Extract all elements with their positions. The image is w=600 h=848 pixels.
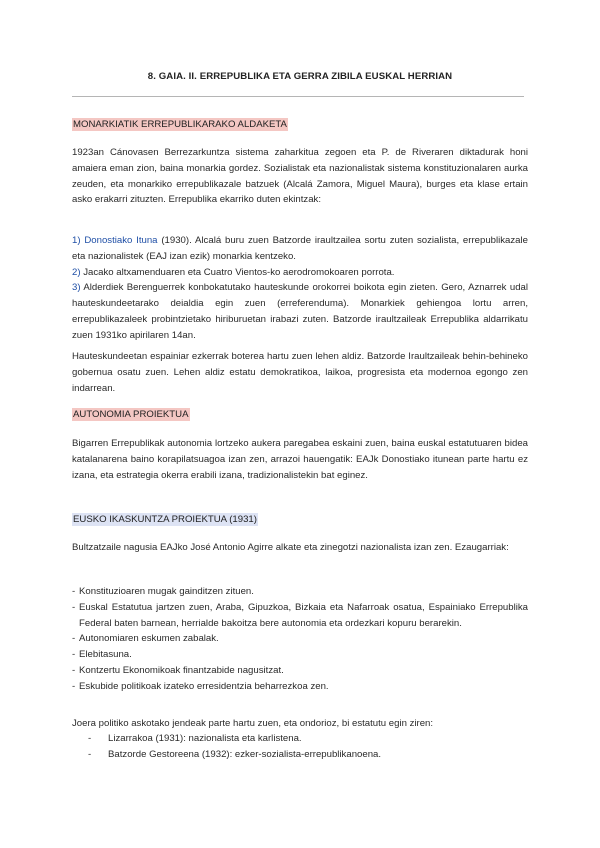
- item-3-text: Alderdiek Berenguerrek konbokatutako hauteskunde orokorrei boikota egin zieten. Gero, Aznarrek udal hauteskundeetarako deialdia egin zuen (erreferenduma). Monarkiek gehiengoa lortu arren, errepublikazaleek probintzietako hiriburuetan irabazi zuten. Batzorde iraultzaileak Errepublika aldarrikatu zuen 1931ko apirilaren 14an.: [72, 282, 528, 341]
- list-item: - Euskal Estatutua jartzen zuen, Araba, Gipuzkoa, Bizkaia eta Nafarroak osatua, Espainiako Errepublika Federal baten barnean, herrialde bakoitza bere autonomia eta ordezkari kopuru berarekin.: [72, 601, 528, 629]
- item-3-number: 3): [72, 282, 81, 294]
- page-title: 8. GAIA. II. ERREPUBLIKA ETA GERRA ZIBILA EUSKAL HERRIAN: [147, 71, 453, 82]
- list-item: - Autonomiaren eskumen zabalak.: [72, 633, 219, 645]
- list-item: - Eskubide politikoak izateko erresidentzia beharrezkoa zen.: [72, 680, 329, 692]
- item-1-number: 1) Donostiako Ituna: [72, 235, 158, 246]
- section-heading-autonomia: AUTONOMIA PROIEKTUA: [73, 409, 189, 420]
- paragraph-bultzatzailea: Bultzatzaile nagusia EAJko José Antonio Agirre alkate eta zinegotzi nazionalista izan zen. Ezaugarriak:: [72, 542, 509, 553]
- item-1-text: (1930). Alcalá buru zuen Batzorde iraultzailea sortu zuten sozialista, errepublikazale eta nazionalistek (EAJ izan ezik) monarkia kentzeko.: [72, 235, 528, 262]
- section-heading-eusko-ikaskuntza: EUSKO IKASKUNTZA PROIEKTUA (1931): [73, 514, 257, 525]
- list-item-3: [72, 280, 528, 343]
- section-heading-monarkiatik: MONARKIATIK ERREPUBLIKARAKO ALDAKETA: [73, 119, 287, 130]
- list-item: - Batzorde Gestoreena (1932): ezker-sozialista-errepublikanoena.: [88, 748, 382, 760]
- list-item: - Elebitasuna.: [72, 649, 132, 661]
- item-2-text: Jacako altxamenduaren eta Cuatro Vientos-ko aerodromokoaren porrota.: [80, 266, 395, 278]
- paragraph-hauteskundeak: Hauteskundeetan espainiar ezkerrak boterea hartu zuen lehen aldiz. Batzorde Iraultzaileak behin-behineko gobernua osatu zuen. Lehen aldiz estatu demokratikoa, laikoa, progresista eta modernoa egongo zen indarrean.: [72, 351, 528, 394]
- numbered-list: [72, 233, 528, 344]
- paragraph-autonomia: Bigarren Errepublikak autonomia lortzeko aukera paregabea eskaini zuen, baina euskal estatutuaren bidea katalanarena baino korapilatsuagoa izan zen, arrazoi hauengatik: EAJk Donostiako itunean parte hartu ez izana, eta estrategia okerra erabili izana, tradizionalistekin bat eginez.: [72, 438, 528, 481]
- list-item: - Lizarrakoa (1931): nazionalista eta karlistena.: [88, 733, 302, 744]
- list-item-1: [72, 233, 528, 265]
- list-item: - Konstituzioaren mugak gainditzen zituen.: [72, 586, 254, 597]
- list-item-2: [72, 265, 528, 281]
- features-list: [72, 584, 528, 695]
- title-divider: [72, 96, 524, 97]
- list-item: - Kontzertu Ekonomikoak finantzabide nagusitzat.: [72, 664, 284, 676]
- paragraph-joera-politikoak: Joera politiko askotako jendeak parte hartu zuen, eta ondorioz, bi estatutu egin ziren:: [72, 718, 434, 729]
- statutes-list: [88, 731, 381, 763]
- item-2-number: 2): [72, 266, 81, 278]
- paragraph-intro: 1923an Cánovasen Berrezarkuntza sistema zaharkitua zegoen eta P. de Riveraren diktadurak honi amaiera eman zion, baina monarkia gordez. Sozialistak eta nazionalistak sistema konstituzionalaren aurka zeuden, eta monarkiko errepublikazale batzuek (Alcalá Zamora, Miguel Maura), burges eta klase ertain asko erakarri zituzten. Errepublika ekarriko duten ekintzak:: [72, 147, 528, 206]
